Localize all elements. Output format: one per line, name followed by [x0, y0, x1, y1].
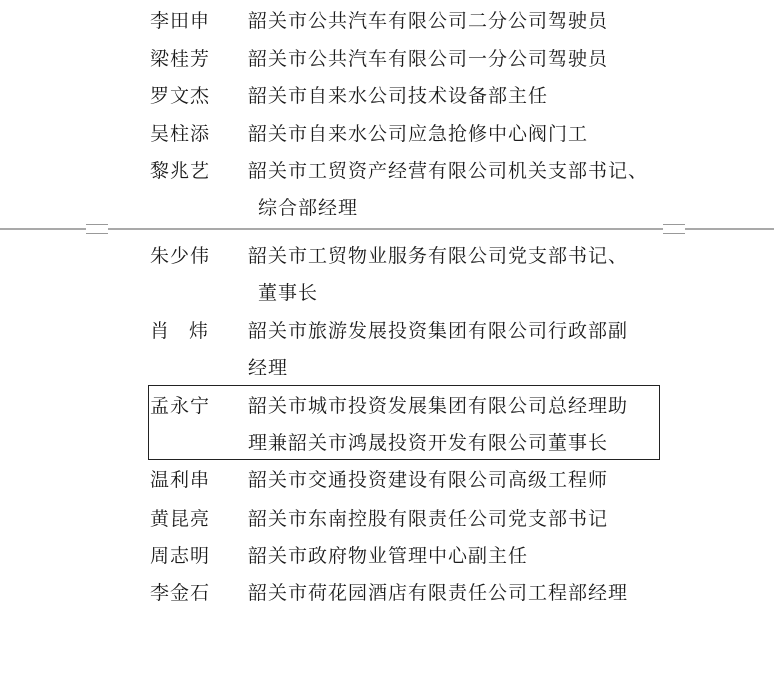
- person-title: 韶关市公共汽车有限公司一分公司驾驶员: [248, 48, 609, 70]
- person-title-line2: 经理: [248, 357, 289, 379]
- person-name: 周志明: [150, 545, 211, 567]
- person-title: 韶关市政府物业管理中心副主任: [248, 545, 529, 567]
- person-title: 韶关市交通投资建设有限公司高级工程师: [248, 469, 609, 491]
- person-title-line2: 理兼韶关市鸿晟投资开发有限公司董事长: [248, 432, 609, 454]
- person-title: [248, 153, 648, 227]
- person-title-line1: 韶关市旅游发展投资集团有限公司行政部副: [248, 320, 629, 342]
- person-name: 李金石: [150, 582, 211, 604]
- person-title: [248, 238, 628, 312]
- person-title-line1: 韶关市工贸资产经营有限公司机关支部书记、: [248, 160, 649, 182]
- person-title: 韶关市荷花园酒店有限责任公司工程部经理: [248, 582, 629, 604]
- person-title-line2: 综合部经理: [258, 197, 359, 219]
- person-name: 肖炜: [150, 320, 229, 342]
- page-break-line: [0, 228, 774, 230]
- person-title: [248, 313, 628, 387]
- person-name: 吴柱添: [150, 123, 211, 145]
- person-title: 韶关市自来水公司应急抢修中心阀门工: [248, 123, 589, 145]
- person-name: 黎兆艺: [150, 160, 211, 182]
- person-title: 韶关市公共汽车有限公司二分公司驾驶员: [248, 10, 609, 32]
- person-title: [248, 388, 628, 462]
- person-title: 韶关市东南控股有限责任公司党支部书记: [248, 508, 609, 530]
- person-name: 李田申: [150, 10, 211, 32]
- page-break-marker-right: [663, 224, 685, 234]
- person-title: 韶关市自来水公司技术设备部主任: [248, 85, 549, 107]
- person-title-line1: 韶关市工贸物业服务有限公司党支部书记、: [248, 245, 629, 267]
- person-name: 黄昆亮: [150, 508, 211, 530]
- person-name: 罗文杰: [150, 85, 211, 107]
- person-name: 温利串: [150, 469, 211, 491]
- person-name: 朱少伟: [150, 245, 211, 267]
- page-break-marker-left: [86, 224, 108, 234]
- person-name: 梁桂芳: [150, 48, 211, 70]
- person-title-line1: 韶关市城市投资发展集团有限公司总经理助: [248, 395, 629, 417]
- person-name: 孟永宁: [150, 395, 211, 417]
- person-title-line2: 董事长: [258, 282, 319, 304]
